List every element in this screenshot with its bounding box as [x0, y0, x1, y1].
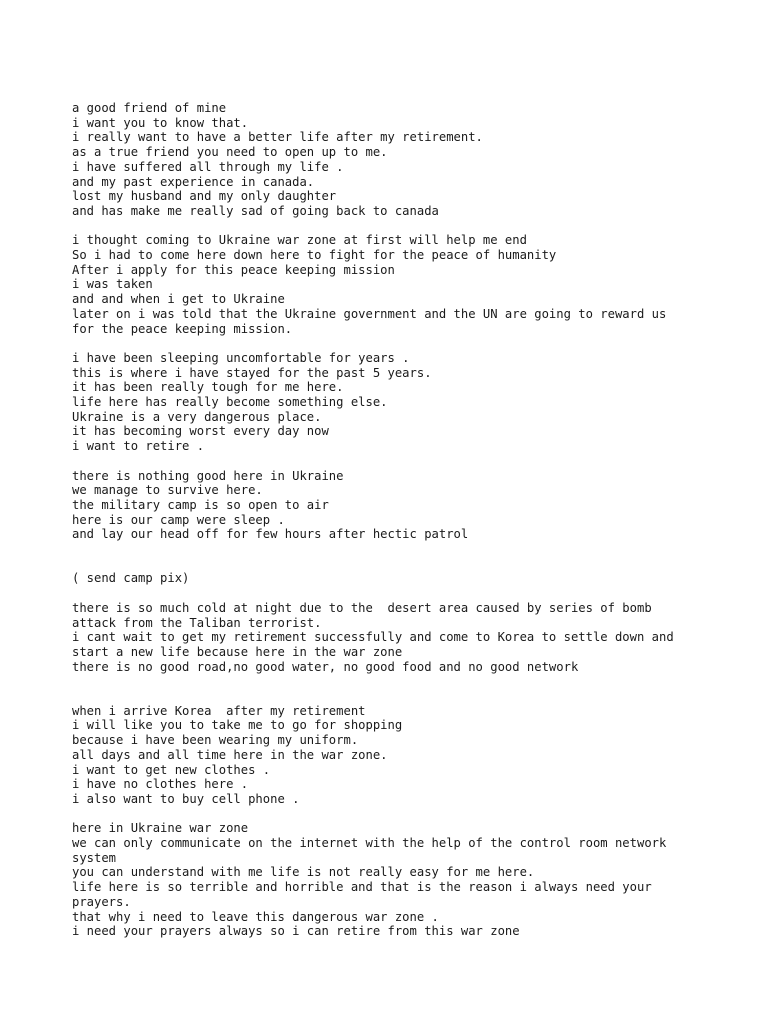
- text-line: i thought coming to Ukraine war zone at first will help me end: [72, 233, 527, 248]
- text-line: i need your prayers always so i can retire from this war zone: [72, 924, 520, 939]
- text-line: this is where i have stayed for the past 5 years.: [72, 365, 432, 380]
- paragraph-5: [72, 571, 702, 586]
- text-line: for the peace keeping mission.: [72, 321, 293, 336]
- text-line: all days and all time here in the war zone.: [72, 747, 388, 762]
- text-line: i have no clothes here .: [72, 777, 249, 792]
- text-line: So i had to come here down here to fight for the peace of humanity: [72, 248, 557, 263]
- text-line: there is no good road,no good water, no good food and no good network: [72, 659, 579, 674]
- text-line: we can only communicate on the internet with the help of the control room network: [72, 836, 667, 851]
- text-line: ( send camp pix): [72, 571, 190, 586]
- document-page: [72, 101, 702, 954]
- text-line: a good friend of mine: [72, 101, 227, 115]
- text-line: i also want to buy cell phone .: [72, 791, 300, 806]
- text-line: life here has really become something else.: [72, 395, 388, 410]
- paragraph-2: [72, 233, 702, 336]
- text-line: system: [72, 850, 117, 865]
- text-line: later on i was told that the Ukraine government and the UN are going to reward us: [72, 306, 667, 321]
- text-line: prayers.: [72, 894, 131, 909]
- text-line: as a true friend you need to open up to me.: [72, 145, 388, 160]
- paragraph-8: [72, 821, 702, 939]
- text-line: and lay our head off for few hours after hectic patrol: [72, 527, 469, 542]
- text-line: After i apply for this peace keeping mission: [72, 262, 395, 277]
- text-line: i was taken: [72, 277, 153, 292]
- text-line: i have been sleeping uncomfortable for years .: [72, 350, 410, 365]
- text-line: and and when i get to Ukraine: [72, 292, 285, 307]
- paragraph-4: [72, 469, 702, 543]
- text-line: when i arrive Korea after my retirement: [72, 703, 366, 718]
- paragraph-1: [72, 101, 702, 219]
- text-line: i want to retire .: [72, 439, 205, 454]
- text-line: i will like you to take me to go for shopping: [72, 718, 403, 733]
- text-line: i want to get new clothes .: [72, 762, 271, 777]
- text-line: i cant wait to get my retirement successfully and come to Korea to settle down and: [72, 630, 674, 645]
- text-line: because i have been wearing my uniform.: [72, 733, 359, 748]
- text-line: here is our camp were sleep .: [72, 512, 285, 527]
- paragraph-6: [72, 601, 702, 675]
- text-line: lost my husband and my only daughter: [72, 189, 337, 204]
- text-line: and my past experience in canada.: [72, 174, 315, 189]
- paragraph-3: [72, 351, 702, 454]
- text-line: the military camp is so open to air: [72, 497, 329, 512]
- text-line: start a new life because here in the war zone: [72, 644, 403, 659]
- text-line: i really want to have a better life after my retirement.: [72, 130, 483, 145]
- text-line: life here is so terrible and horrible and that is the reason i always need your: [72, 880, 652, 895]
- text-line: there is nothing good here in Ukraine: [72, 468, 344, 483]
- text-line: we manage to survive here.: [72, 483, 263, 498]
- paragraph-7: [72, 704, 702, 807]
- text-line: Ukraine is a very dangerous place.: [72, 409, 322, 424]
- text-line: i want you to know that.: [72, 115, 249, 130]
- text-line: you can understand with me life is not really easy for me here.: [72, 865, 535, 880]
- text-line: attack from the Taliban terrorist.: [72, 615, 322, 630]
- text-line: it has been really tough for me here.: [72, 380, 344, 395]
- text-line: here in Ukraine war zone: [72, 821, 249, 836]
- text-line: there is so much cold at night due to the desert area caused by series of bomb: [72, 600, 652, 615]
- text-line: and has make me really sad of going back to canada: [72, 203, 439, 218]
- text-line: i have suffered all through my life .: [72, 159, 344, 174]
- text-line: that why i need to leave this dangerous war zone .: [72, 909, 439, 924]
- text-line: it has becoming worst every day now: [72, 424, 329, 439]
